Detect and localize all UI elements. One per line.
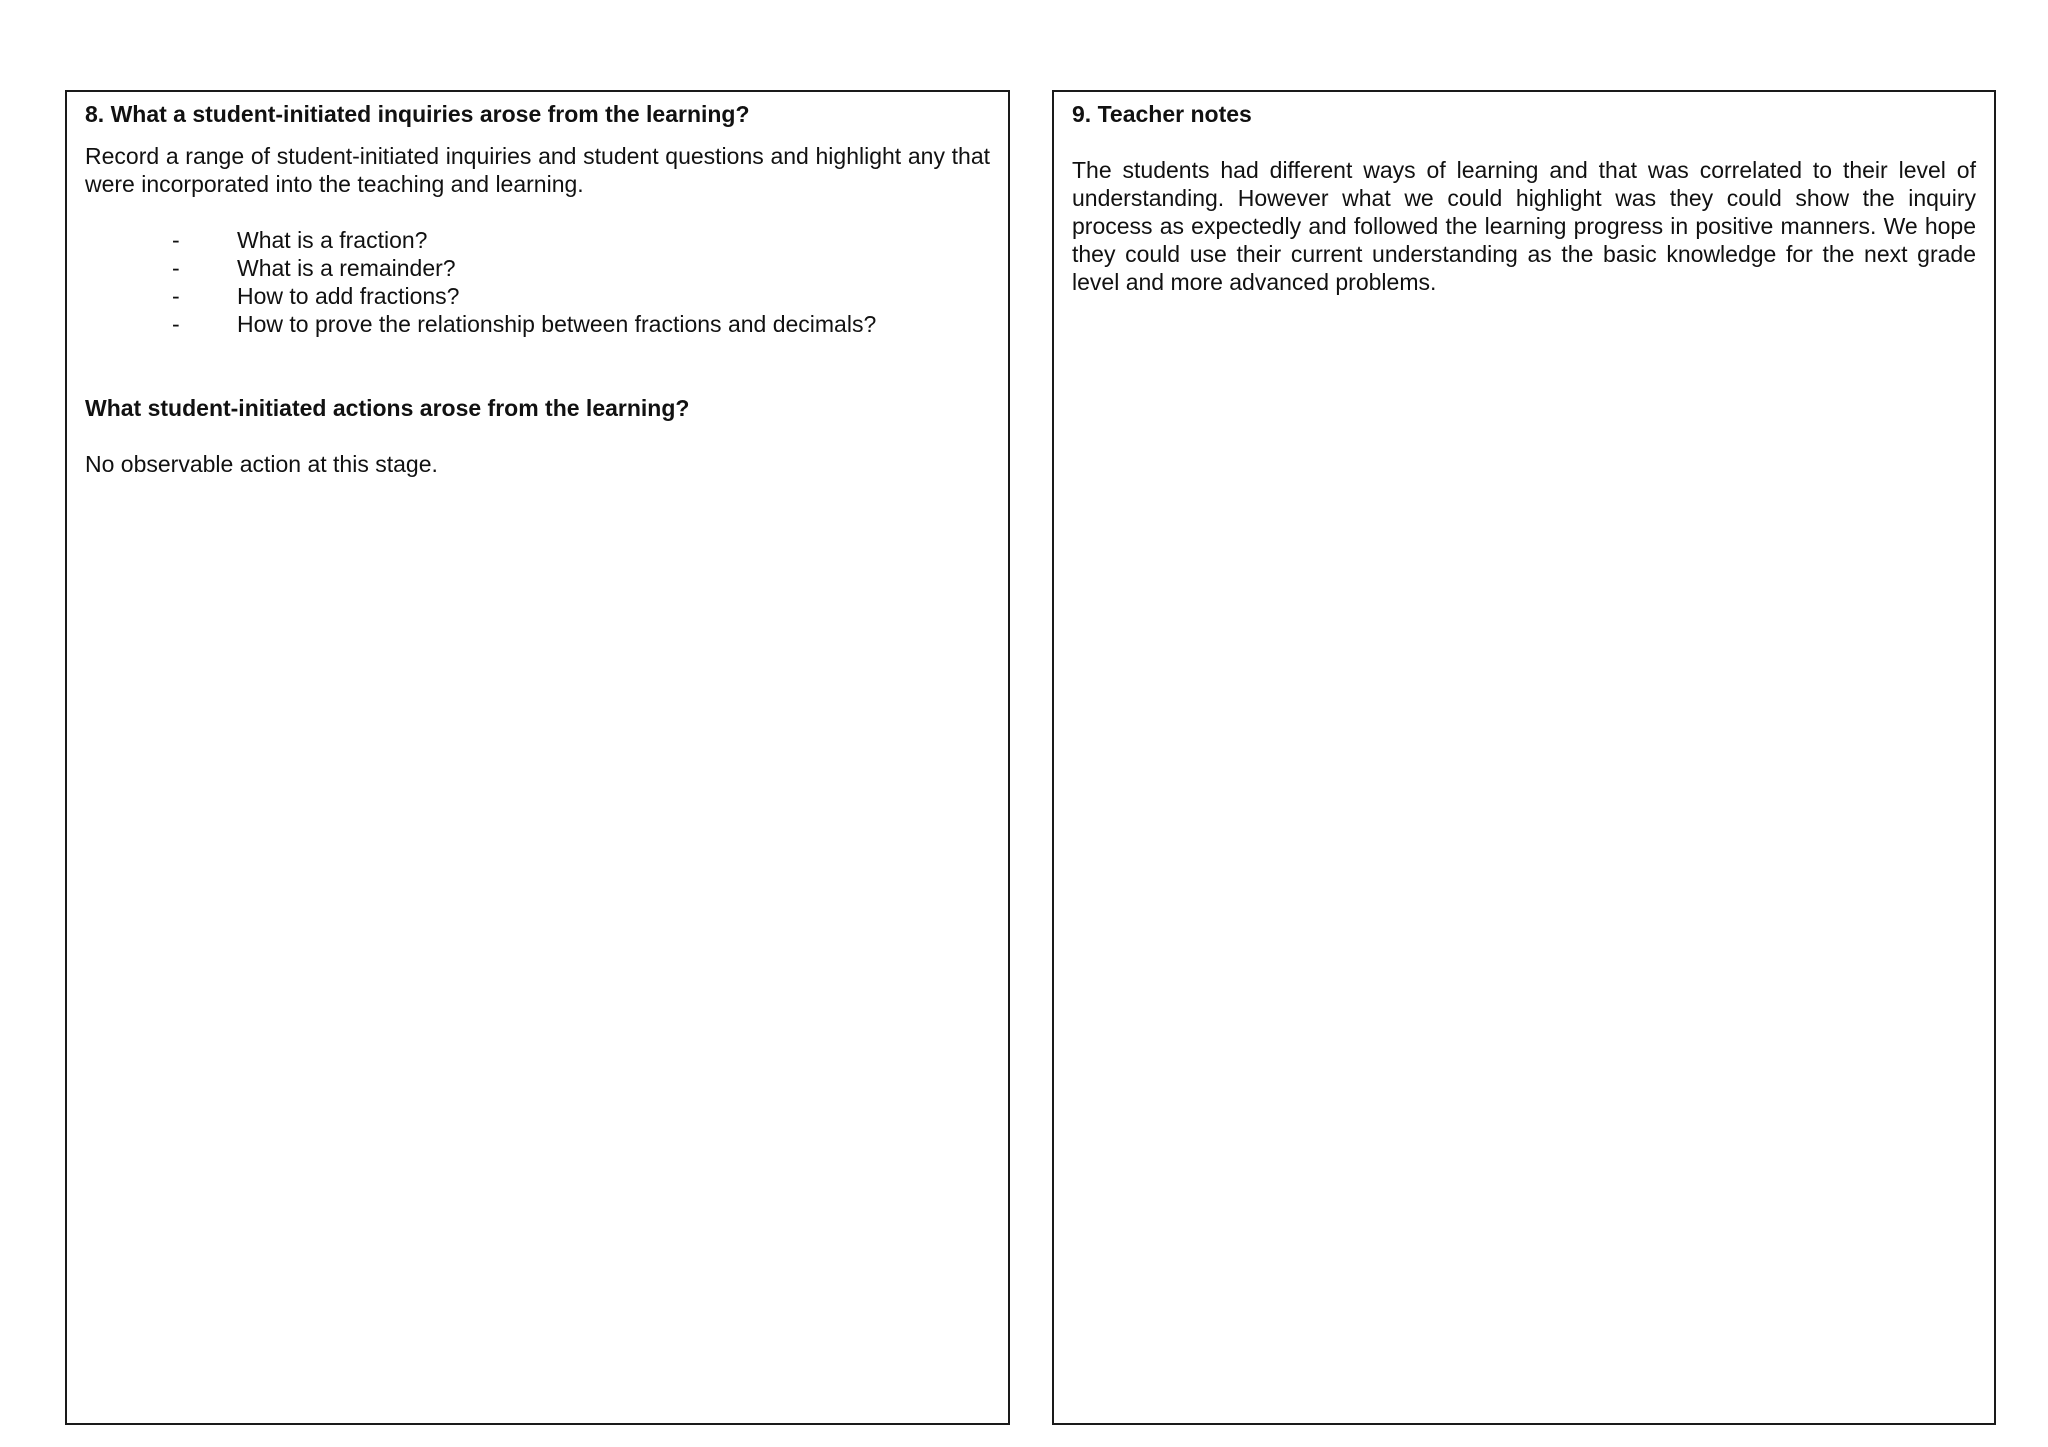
teacher-notes-text: The students had different ways of learning and that was correlated to their level of understanding. However what we could highlight was they could show the inquiry process as expectedly and followed the learning progress in positive manners. We hope they could use their current understanding as the basic knowledge for the next grade level and more advanced problems. bbox=[1072, 157, 1976, 295]
bullet-dash: - bbox=[172, 255, 180, 281]
section-8-panel bbox=[65, 90, 1010, 1425]
list-item bbox=[85, 254, 990, 282]
inquiry-text: What is a fraction? bbox=[237, 227, 428, 253]
inquiry-text: What is a remainder? bbox=[237, 255, 456, 281]
list-item bbox=[85, 310, 990, 338]
actions-text: No observable action at this stage. bbox=[85, 451, 438, 477]
inquiry-text: How to add fractions? bbox=[237, 283, 460, 309]
inquiry-text: How to prove the relationship between fractions and decimals? bbox=[237, 311, 877, 337]
list-item bbox=[85, 226, 990, 254]
section-9-panel bbox=[1052, 90, 1996, 1425]
inquiries-list bbox=[85, 226, 990, 338]
section-8-intro: Record a range of student-initiated inquiries and student questions and highlight any that were incorporated into the teaching and learning. bbox=[85, 143, 990, 197]
section-9-title: 9. Teacher notes bbox=[1072, 101, 1252, 127]
list-item bbox=[85, 282, 990, 310]
section-8-title: 8. What a student-initiated inquiries arose from the learning? bbox=[85, 101, 750, 127]
bullet-dash: - bbox=[172, 227, 180, 253]
bullet-dash: - bbox=[172, 311, 180, 337]
actions-heading: What student-initiated actions arose from the learning? bbox=[85, 395, 690, 421]
bullet-dash: - bbox=[172, 283, 180, 309]
